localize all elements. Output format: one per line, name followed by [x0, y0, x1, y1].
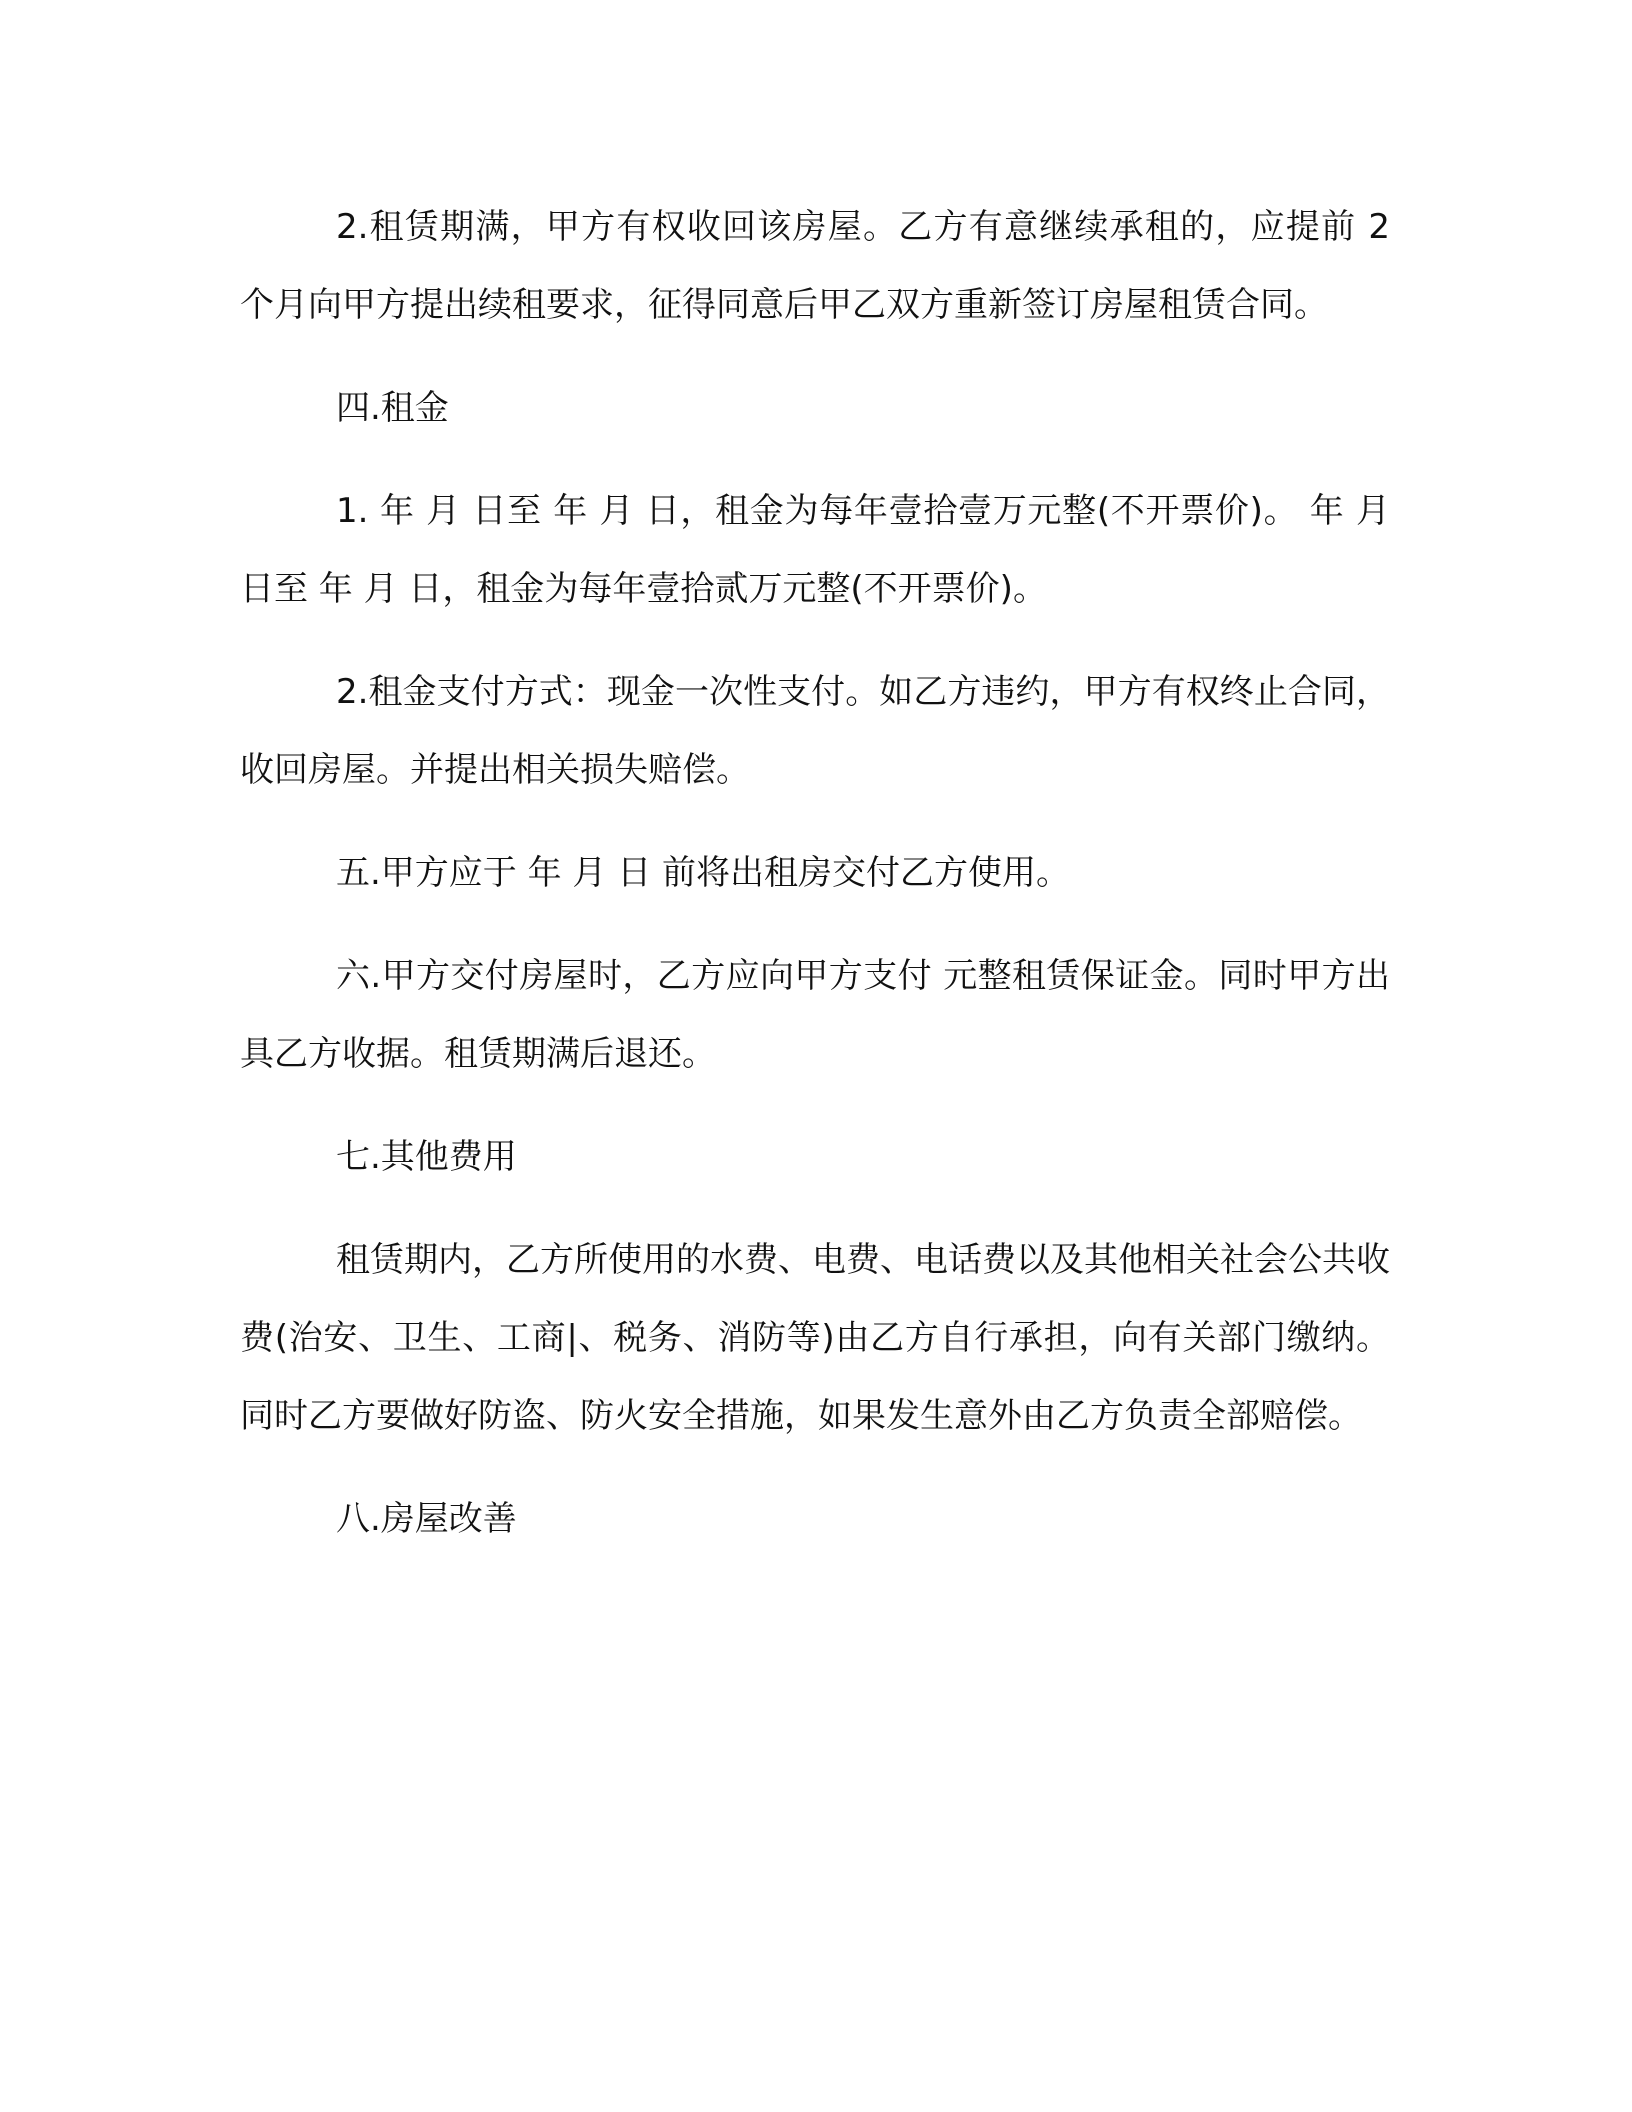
section-heading-rent: 四.租金: [336, 388, 449, 428]
clause-3-2-lease-renewal: 2.租赁期满，甲方有权收回该房屋。乙方有意继续承租的，应提前 2 个月向甲方提出续租要求，征得同意后甲乙双方重新签订房屋租赁合同。: [240, 207, 1390, 325]
clause-5-handover-date: 五.甲方应于 年 月 日 前将出租房交付乙方使用。: [336, 853, 1071, 893]
section-heading-house-improvement: 八.房屋改善: [336, 1499, 517, 1539]
document-body: [240, 188, 1390, 1583]
clause-4-2-payment-method: 2.租金支付方式：现金一次性支付。如乙方违约，甲方有权终止合同，收回房屋。并提出相关损失赔偿。: [240, 672, 1390, 790]
clause-7-other-fees-body: 租赁期内，乙方所使用的水费、电费、电话费以及其他相关社会公共收费(治安、卫生、工商|、税务、消防等)由乙方自行承担，向有关部门缴纳。同时乙方要做好防盗、防火安全措施，如果发生意外由乙方负责全部赔偿。: [240, 1240, 1390, 1436]
clause-4-1-rent-amount: 1. 年 月 日至 年 月 日，租金为每年壹拾壹万元整(不开票价)。 年 月 日至 年 月 日，租金为每年壹拾贰万元整(不开票价)。: [240, 491, 1390, 609]
clause-6-security-deposit: 六.甲方交付房屋时，乙方应向甲方支付 元整租赁保证金。同时甲方出具乙方收据。租赁期满后退还。: [240, 956, 1390, 1074]
section-heading-other-fees: 七.其他费用: [336, 1137, 517, 1177]
